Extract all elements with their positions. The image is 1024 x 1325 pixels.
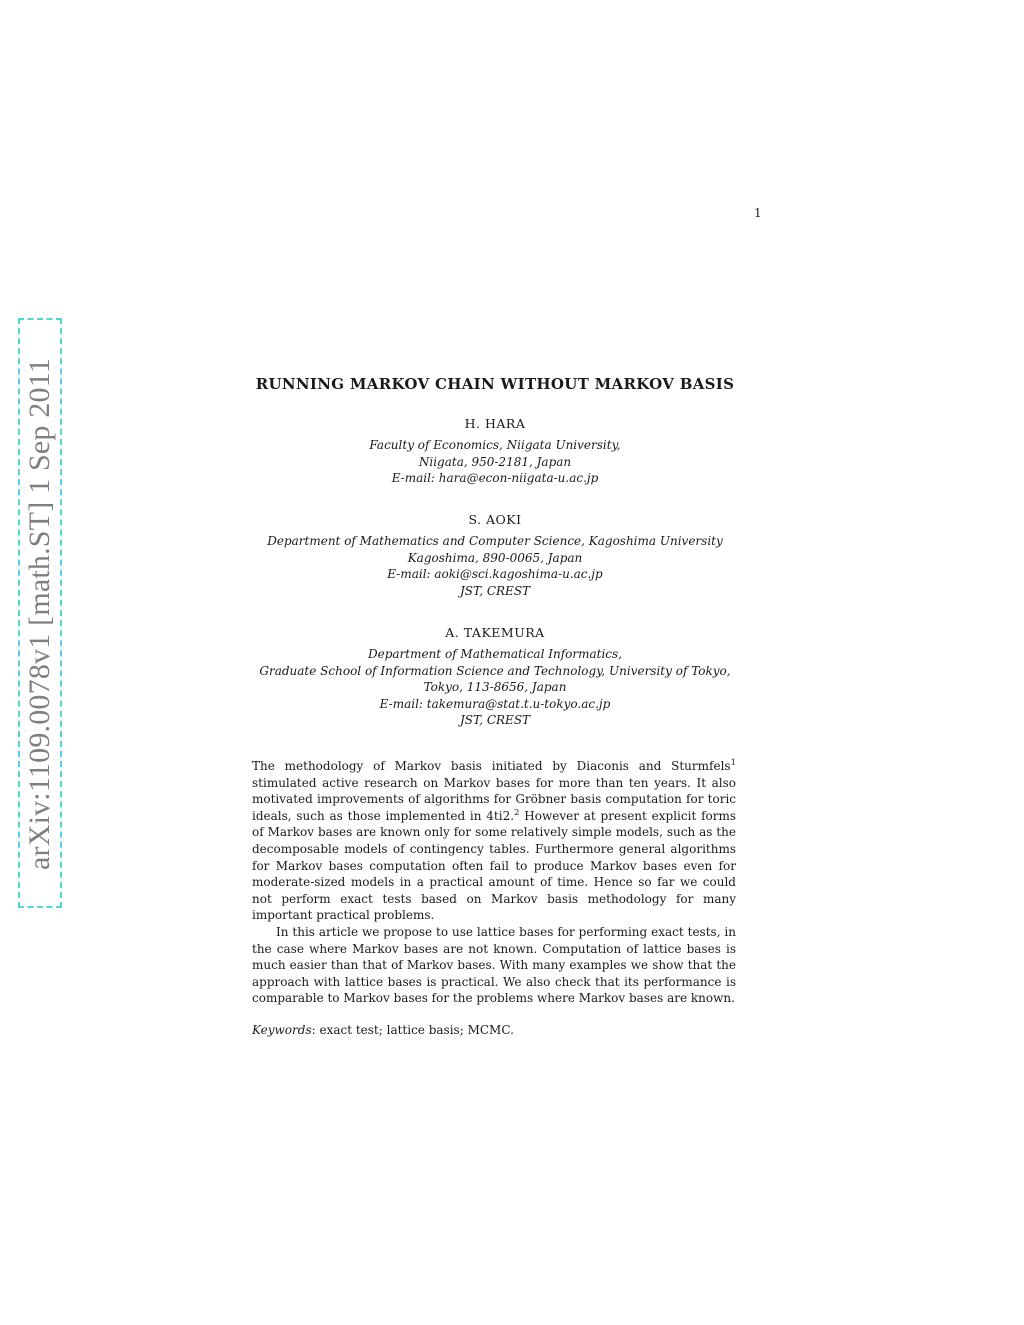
affiliation-line: Kagoshima, 890-0065, Japan (407, 550, 583, 565)
abstract-text: However at present explicit forms of Markov bases are known only for some relatively simple models, such as the decomposable models of contingency tables. Furthermore general algorithms for Markov bases computation often fail to produce Markov bases even for moderate-sized models in a practical amount of time. Hence so far we could not perform exact tests based on Markov basis methodology for many important practical problems. (252, 808, 737, 923)
author-email: E-mail: takemura@stat.t.u-tokyo.ac.jp (379, 696, 611, 711)
author-block-takemura (230, 624, 760, 729)
abstract-text: stimulated active research on Markov bases for more than ten years. It also motivated improvements of algorithms for Gröbner basis computation for toric ideals, such as those implemented in 4ti2. (252, 775, 736, 823)
paper-title: RUNNING MARKOV CHAIN WITHOUT MARKOV BASIS (255, 375, 735, 393)
author-name: A. TAKEMURA (445, 625, 545, 640)
affiliation-line: Department of Mathematics and Computer Science, Kagoshima University (267, 534, 723, 548)
keywords-text: : exact test; lattice basis; MCMC. (311, 1023, 514, 1037)
author-block-aoki (230, 511, 760, 599)
abstract-paragraph (252, 758, 736, 924)
author-name: H. HARA (464, 416, 526, 431)
reference-marker: 1 (730, 758, 736, 768)
author-block-hara (230, 415, 760, 487)
page-number: 1 (754, 206, 762, 220)
author-email: E-mail: aoki@sci.kagoshima-u.ac.jp (387, 567, 603, 582)
abstract (252, 758, 736, 1007)
affiliation-line: Tokyo, 113-8656, Japan (423, 680, 567, 695)
abstract-text: The methodology of Markov basis initiated by Diaconis and Sturmfels (252, 759, 731, 773)
affiliation-line: Niigata, 950-2181, Japan (418, 454, 572, 469)
keywords-label: Keywords (252, 1023, 312, 1037)
author-email: E-mail: hara@econ-niigata-u.ac.jp (391, 471, 599, 486)
affiliation-line: JST, CREST (459, 583, 531, 598)
reference-marker: 2 (514, 807, 520, 818)
affiliation-line: Faculty of Economics, Niigata University, (369, 438, 621, 452)
arxiv-identifier: arXiv:1109.0078v1 [math.ST] 1 Sep 2011 (23, 358, 56, 870)
affiliation-line: JST, CREST (459, 713, 531, 728)
author-name: S. AOKI (468, 512, 522, 527)
affiliation-line: Graduate School of Information Science and Technology, University of Tokyo, (259, 663, 731, 678)
abstract-paragraph: In this article we propose to use lattice bases for performing exact tests, in the case where Markov bases are not known. Computation of lattice bases is much easier than that of Markov bases. With many examples we show that the approach with lattice bases is practical. We also check that its performance is comparable to Markov bases for the problems where Markov bases are known. (252, 924, 736, 1006)
affiliation-line: Department of Mathematical Informatics, (367, 647, 622, 661)
keywords (252, 1022, 736, 1038)
